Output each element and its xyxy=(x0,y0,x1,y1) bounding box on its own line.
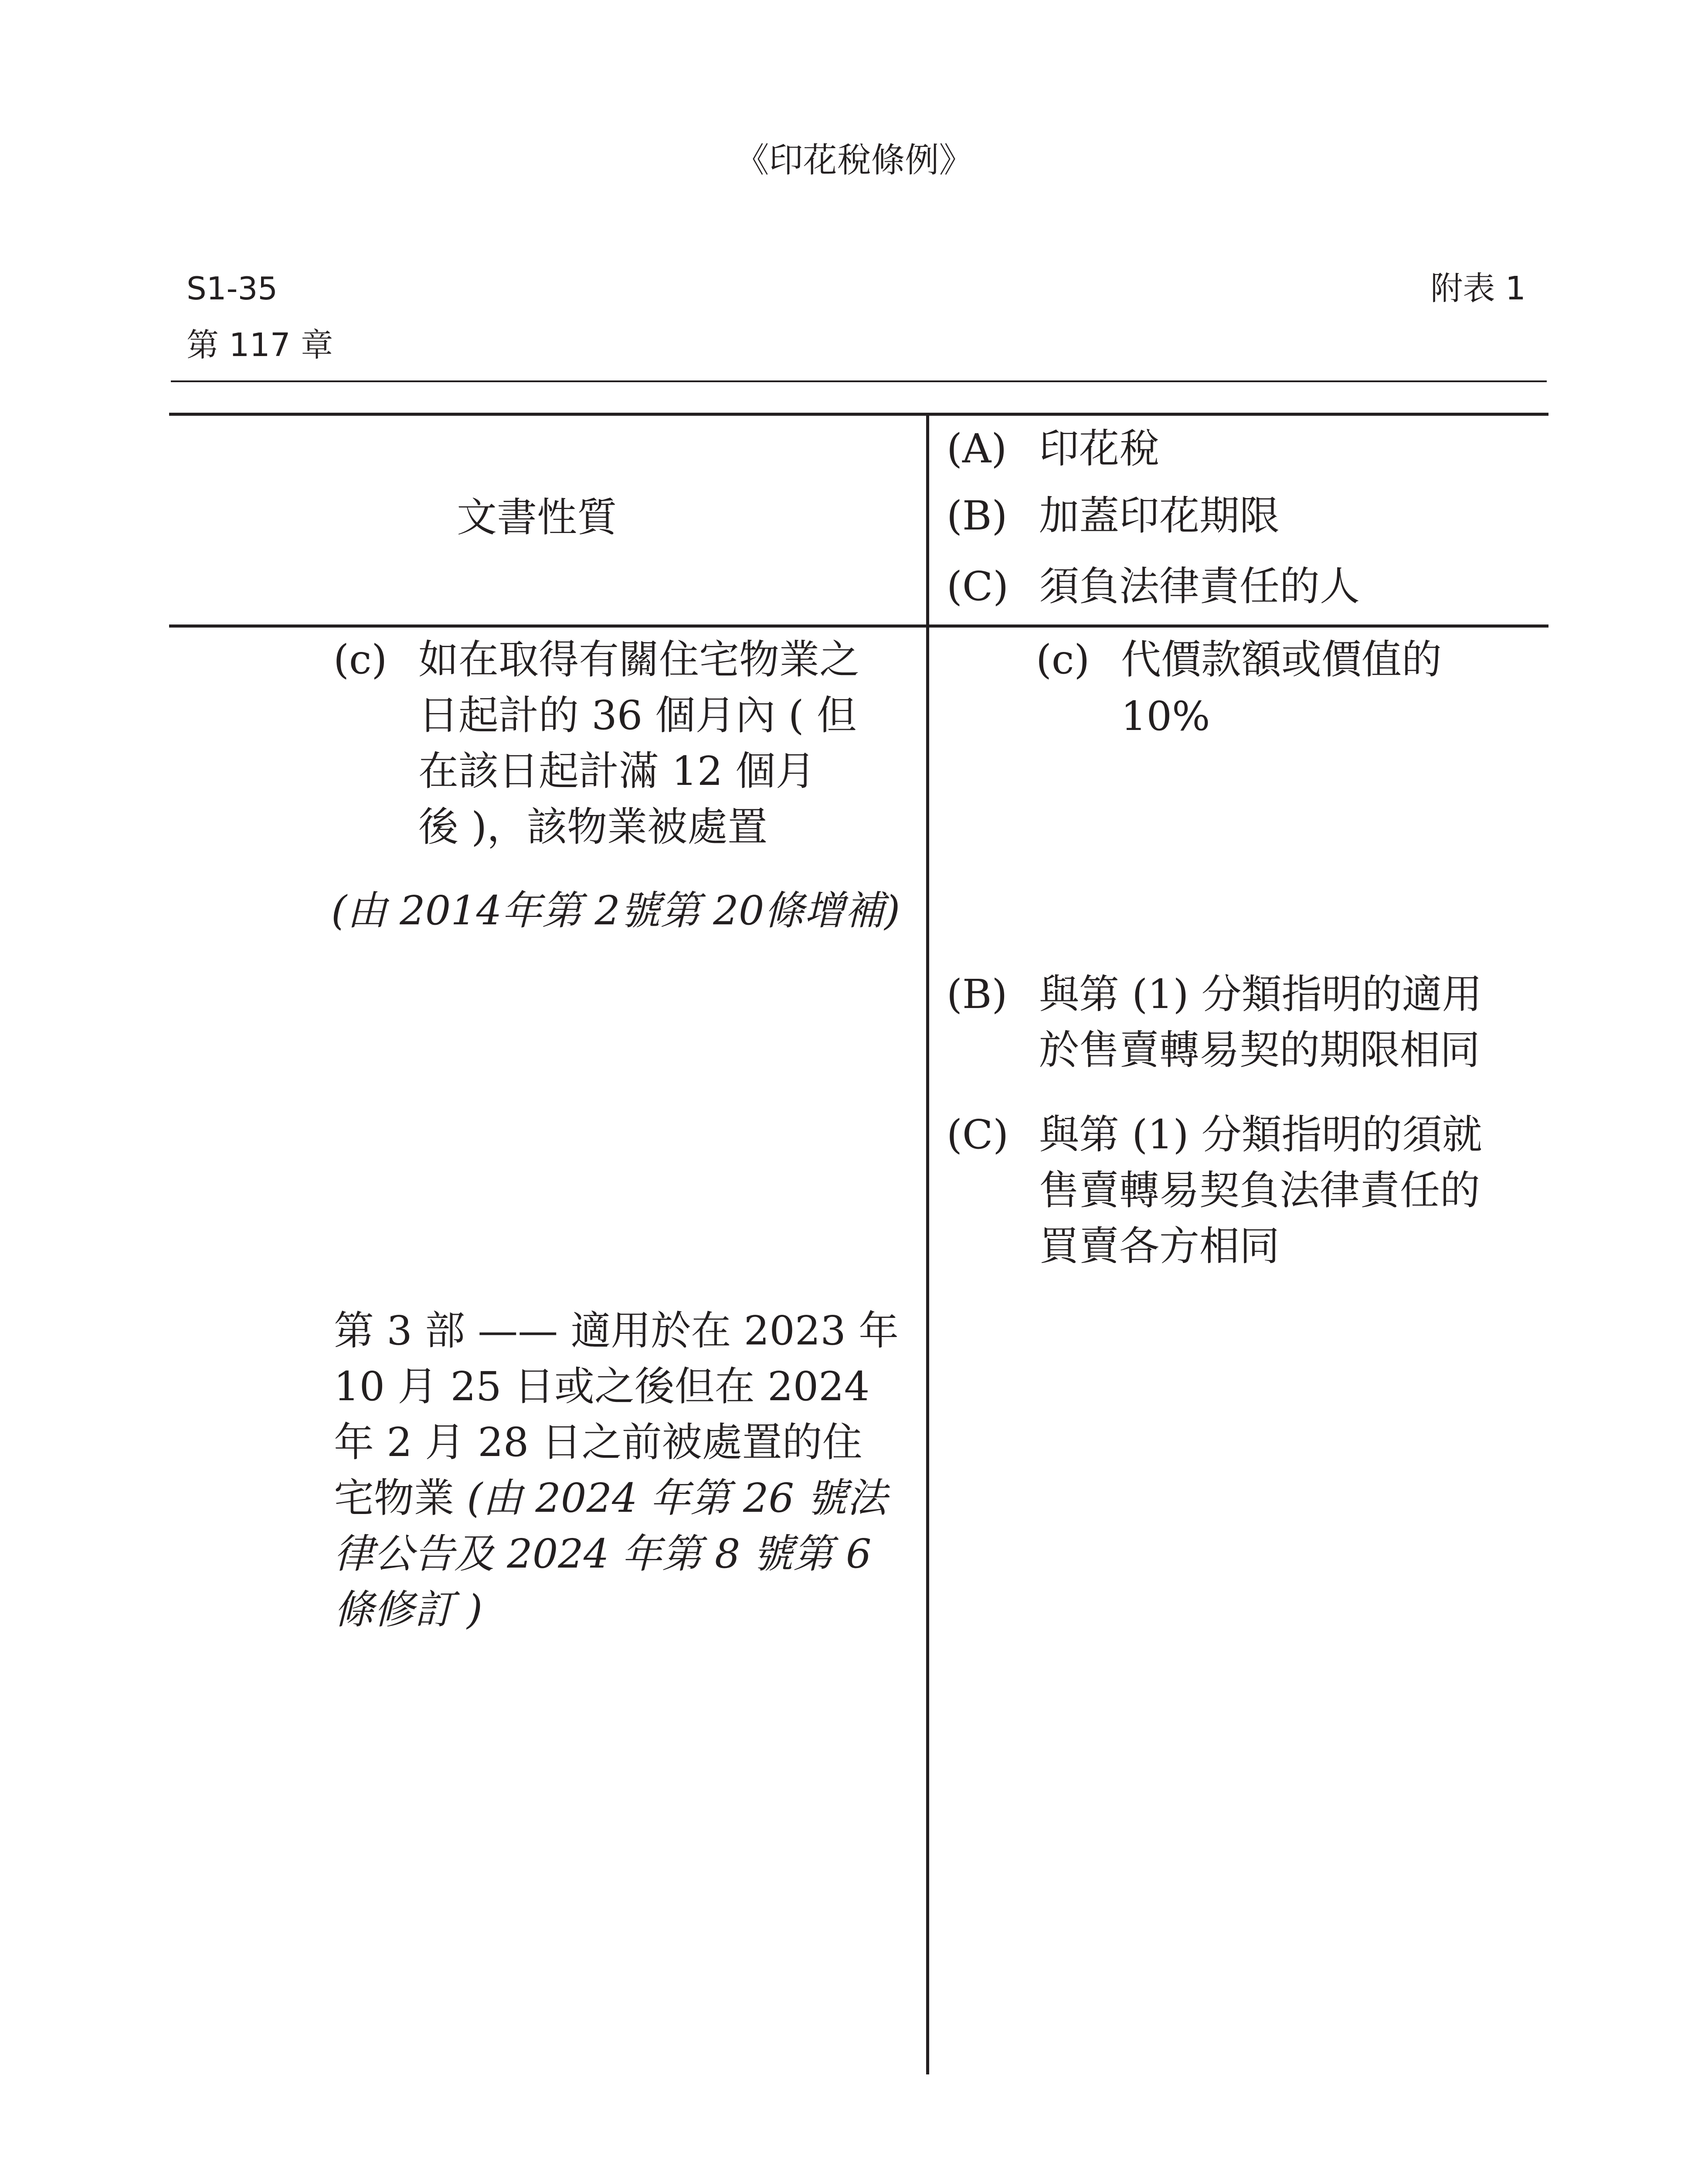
heading-label-a: (A) xyxy=(947,425,1007,472)
part-3-amend-note: 律公告及 2024 年第 8 號第 6 xyxy=(334,1531,872,1577)
part-3-amend-note: (由 2024 年第 26 號法 xyxy=(454,1475,887,1521)
schedule-label: 附表 1 xyxy=(1430,270,1526,307)
page-code: S1-35 xyxy=(187,270,278,307)
right-item-b-label: (B) xyxy=(947,971,1008,1018)
part-3-amend-note: 條修訂 ) xyxy=(334,1586,483,1633)
running-title: 《印花稅條例》 xyxy=(735,141,973,180)
right-item-c2-line: 與第 (1) 分類指明的須就 xyxy=(1039,1111,1482,1158)
header-rule xyxy=(171,380,1547,382)
right-item-c2-line: 買賣各方相同 xyxy=(1039,1223,1280,1269)
table-head-rule xyxy=(169,625,1548,628)
left-item-c-line: 日起計的 36 個月內 ( 但 xyxy=(418,692,857,739)
column-divider xyxy=(926,414,929,2074)
left-item-c-line: 在該日起計滿 12 個月 xyxy=(418,748,816,794)
heading-person-liable: 須負法律責任的人 xyxy=(1039,563,1360,610)
heading-time-for-stamping: 加蓋印花期限 xyxy=(1039,492,1280,539)
heading-label-b: (B) xyxy=(947,492,1008,539)
part-3-line xyxy=(334,1470,887,1526)
part-3-line-plain: 宅物業 xyxy=(334,1475,455,1521)
right-item-c-line: 代價款額或價值的 xyxy=(1121,636,1442,683)
chapter-number: 第 117 章 xyxy=(187,326,333,364)
heading-stamp-duty: 印花稅 xyxy=(1039,425,1160,472)
right-item-c2-label: (C) xyxy=(947,1111,1009,1158)
left-item-c-line: 後 )，該物業被處置 xyxy=(418,804,768,850)
right-item-b-line: 與第 (1) 分類指明的適用 xyxy=(1039,971,1482,1018)
table-top-rule xyxy=(169,413,1548,416)
left-item-c-line: 如在取得有關住宅物業之 xyxy=(418,636,860,683)
amendment-note: (由 2014年第 2號第 20條增補) xyxy=(331,887,900,934)
part-3-line: 年 2 月 28 日之前被處置的住 xyxy=(334,1419,862,1466)
left-item-c-label: (c) xyxy=(333,636,387,683)
part-3-line: 10 月 25 日或之後但在 2024 xyxy=(334,1363,870,1410)
right-item-c2-line: 售賣轉易契負法律責任的 xyxy=(1039,1167,1480,1214)
column-heading-nature: 文書性質 xyxy=(457,494,618,541)
right-item-b-line: 於售賣轉易契的期限相同 xyxy=(1039,1027,1480,1073)
part-3-line: 第 3 部 —— 適用於在 2023 年 xyxy=(334,1307,899,1354)
heading-label-c: (C) xyxy=(947,563,1009,610)
right-item-c-line: 10% xyxy=(1121,693,1210,740)
right-item-c-label: (c) xyxy=(1036,636,1090,683)
